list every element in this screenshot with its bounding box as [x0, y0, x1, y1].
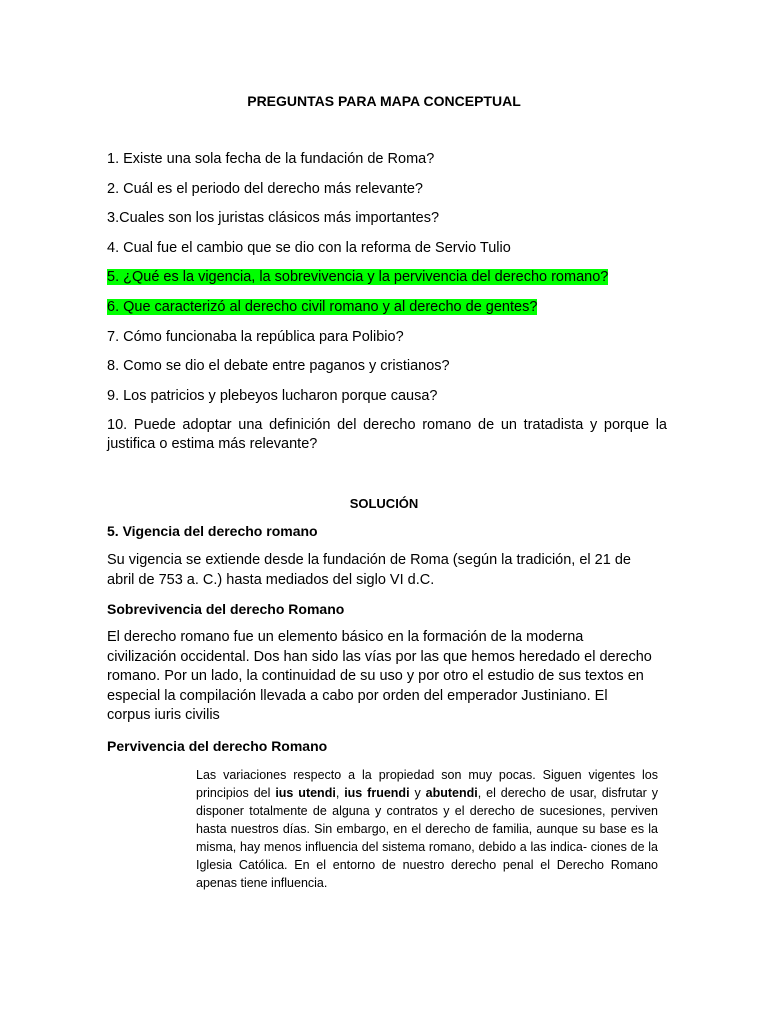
question-item-4: [107, 239, 667, 269]
document-title: PREGUNTAS PARA MAPA CONCEPTUAL: [247, 93, 521, 109]
question-text: 9. Los patricios y plebeyos lucharon porque causa?: [107, 387, 438, 404]
latin-term: ius utendi: [275, 786, 336, 800]
question-text: 2. Cuál es el periodo del derecho más relevante?: [107, 180, 423, 197]
section-heading-sobrevivencia: Sobrevivencia del derecho Romano: [107, 601, 345, 617]
question-text: 4. Cual fue el cambio que se dio con la reforma de Servio Tulio: [107, 239, 511, 256]
separator-text: ,: [335, 786, 345, 800]
question-item-8: [107, 357, 667, 387]
question-text: 7. Cómo funcionaba la república para Polibio?: [107, 328, 404, 345]
question-item-5: [107, 268, 667, 298]
latin-term: abutendi: [425, 786, 478, 800]
section-heading-vigencia: 5. Vigencia del derecho romano: [107, 523, 318, 539]
paragraph-text: Las variaciones respecto a la propiedad son muy pocas. Siguen vigentes los principios del: [196, 768, 658, 800]
paragraph-vigencia: Su vigencia se extiende desde la fundación de Roma (según la tradición, el 21 de abril de 753 a. C.) hasta mediados del siglo VI d.C.: [107, 552, 631, 588]
question-item-9: [107, 387, 667, 417]
separator-text: y: [409, 786, 426, 800]
question-text: 8. Como se dio el debate entre paganos y cristianos?: [107, 358, 450, 375]
question-text: 1. Existe una sola fecha de la fundación de Roma?: [107, 151, 435, 167]
question-item-7: [107, 328, 667, 358]
question-item-6: [107, 298, 667, 328]
question-item-1: [107, 150, 667, 180]
question-item-3: [107, 209, 667, 239]
question-item-2: [107, 180, 667, 210]
paragraph-text: , el derecho de usar, disfrutar y disponer totalmente de alguna y contratos y el derecho de sucesiones, perviven hasta nuestros días. Sin embargo, en el derecho de familia, aunque su base es la misma, hay menos influencia del sistema romano, debido a las indica- ciones de la Iglesia Católica. En el entorno de nuestro derecho penal el Derecho Romano apenas tiene influencia.: [196, 786, 659, 890]
highlighted-question-text: 5. ¿Qué es la vigencia, la sobrevivencia y la pervivencia del derecho romano?: [107, 269, 609, 286]
highlighted-question-text: 6. Que caracterizó al derecho civil romano y al derecho de gentes?: [107, 298, 538, 315]
question-item-10: [107, 416, 667, 454]
solution-heading: SOLUCIÓN: [349, 496, 419, 511]
section-heading-pervivencia: Pervivencia del derecho Romano: [107, 738, 328, 754]
question-text: 3.Cuales son los juristas clásicos más importantes?: [107, 210, 440, 227]
question-list: [107, 150, 667, 454]
paragraph-sobrevivencia: El derecho romano fue un elemento básico en la formación de la moderna civilización occidental. Dos han sido las vías por las que hemos heredado el derecho romano. Por un lado, la continuidad de su uso y por otro el estudio de sus textos en especial la compilación llevada a cabo por orden del emperador Justiniano. El corpus iuris civilis: [107, 629, 652, 723]
latin-term: ius fruendi: [344, 786, 410, 800]
paragraph-pervivencia: [196, 766, 658, 892]
question-text: 10. Puede adoptar una definición del derecho romano de un tratadista y porque la justifica o estima más relevante?: [107, 417, 667, 453]
